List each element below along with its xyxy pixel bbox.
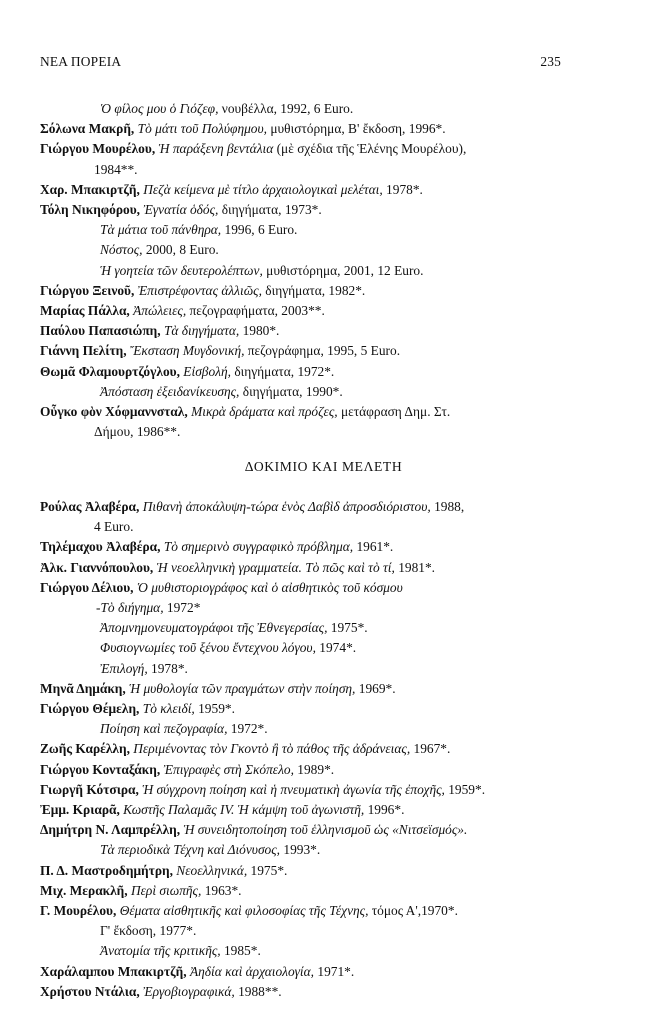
entry-details: 1980*.: [239, 323, 280, 339]
page-number: 235: [540, 54, 561, 69]
bibliography-entry: [40, 881, 557, 901]
entry-details: πεζογραφήματα, 2003**.: [186, 303, 325, 319]
bibliography-entry: [40, 719, 557, 739]
entry-details: (μὲ σχέδια τῆς Ἑλένης Μουρέλου),: [273, 141, 467, 157]
entry-details: 1978*.: [147, 660, 188, 676]
entry-title: Ἐπιγραφὲς στὴ Σκόπελο,: [160, 761, 294, 777]
bibliography-entry: [40, 220, 557, 240]
bibliography-entry: [40, 941, 557, 961]
bibliography-entry: [40, 160, 557, 180]
bibliography-entry: [40, 281, 557, 301]
entry-title: Ἀνατομία τῆς κριτικῆς,: [100, 943, 221, 959]
entry-author: Μηνᾶ Δημάκη,: [40, 680, 126, 696]
bibliography-entry: [40, 820, 557, 840]
entry-author: Τηλέμαχου Ἀλαβέρα,: [40, 539, 161, 555]
bibliography-entry: [40, 99, 557, 119]
entry-details: 1988**.: [234, 983, 282, 999]
bibliography-entry: [40, 962, 557, 982]
bibliography-entry: [40, 558, 557, 578]
bibliography-entry: [40, 578, 557, 598]
entry-title: Ἀηδία καὶ ἀρχαιολογία,: [186, 963, 315, 979]
entry-title: Τὰ διηγήματα,: [160, 323, 240, 339]
entry-author: Οὖγκο φὸν Χόφμαννσταλ,: [40, 404, 188, 420]
bibliography-list-essays: [40, 497, 557, 1002]
entry-details: 1981*.: [394, 559, 436, 575]
bibliography-entry: [40, 982, 557, 1002]
bibliography-entry: [40, 901, 557, 921]
entry-details: 1961*.: [353, 539, 394, 555]
entry-author: Γιώργου Μουρέλου,: [40, 141, 156, 157]
entry-author: Χαρ. Μπακιρτζῆ,: [40, 181, 140, 197]
entry-details: 1996, 6 Euro.: [221, 222, 298, 238]
bibliography-entry: [40, 240, 557, 260]
bibliography-entry: [40, 598, 557, 618]
entry-details: νουβέλλα, 1992, 6 Euro.: [218, 101, 354, 116]
entry-author: Γιώργου Θέμελη,: [40, 701, 140, 717]
entry-details: 1988,: [430, 499, 465, 514]
entry-details: 1996*.: [364, 802, 405, 818]
entry-title: Ἐργοβιογραφικά,: [139, 983, 235, 999]
entry-details: 1963*.: [201, 882, 242, 898]
entry-title: Πεζὰ κείμενα μὲ τίτλο ἀρχαιολογικαὶ μελέται,: [139, 181, 383, 197]
entry-author: Γιάννη Πελίτη,: [40, 343, 127, 359]
bibliography-entry: [40, 517, 557, 537]
bibliography-entry: [40, 497, 557, 517]
entry-author: Χαράλαμπου Μπακιρτζῆ,: [40, 963, 187, 979]
entry-details: 1959*.: [194, 701, 235, 717]
entry-details: διηγήματα, 1990*.: [239, 383, 343, 399]
bibliography-entry: [40, 119, 557, 139]
entry-title: Ὁ φίλος μου ὁ Γιόζεφ,: [100, 101, 219, 116]
bibliography-entry: [40, 261, 557, 281]
entry-author: Γιωργῆ Κότσιρα,: [40, 781, 139, 797]
entry-author: Ἐμμ. Κριαρᾶ,: [40, 802, 120, 818]
entry-title: Ἡ γοητεία τῶν δευτερολέπτων,: [100, 262, 263, 278]
bibliography-entry: [40, 618, 557, 638]
entry-author: Ρούλας Ἀλαβέρα,: [40, 499, 140, 514]
entry-title: Κωστῆς Παλαμᾶς IV. Ἡ κάμψη τοῦ ἀγωνιστῆ,: [119, 802, 365, 818]
bibliography-entry: [40, 921, 557, 941]
bibliography-list-fiction: [40, 99, 557, 442]
entry-author: Τόλη Νικηφόρου,: [40, 202, 141, 218]
entry-details: Δήμου, 1986**.: [94, 424, 181, 440]
entry-details: πεζογράφημα, 1995, 5 Euro.: [244, 343, 401, 359]
entry-details: μετάφραση Δημ. Στ.: [337, 404, 451, 420]
entry-details: 1975*.: [327, 620, 368, 636]
entry-details: 1959*.: [444, 781, 486, 797]
entry-title: Τὰ περιοδικὰ Τέχνη καὶ Διόνυσος,: [100, 842, 281, 858]
bibliography-entry: [40, 760, 557, 780]
entry-details: 1972*: [163, 600, 201, 616]
bibliography-entry: [40, 699, 557, 719]
entry-author: Γιώργου Δέλιου,: [40, 579, 134, 595]
entry-details: μυθιστόρημα, Β' ἔκδοση, 1996*.: [267, 121, 446, 137]
entry-title: Ποίηση καὶ πεζογραφία,: [100, 721, 228, 737]
entry-details: 1971*.: [314, 963, 355, 979]
entry-author: Μαρίας Πάλλα,: [40, 303, 130, 319]
entry-author: Γ. Μουρέλου,: [40, 903, 117, 919]
entry-details: διηγήματα, 1982*.: [261, 282, 366, 298]
entry-title: Ἡ νεοελληνικὴ γραμματεία. Τὸ πῶς καὶ τὸ τί,: [153, 559, 395, 575]
bibliography-entry: [40, 537, 557, 557]
entry-title: Εἰσβολή,: [179, 363, 231, 379]
entry-author: Παύλου Παπασιώπη,: [40, 323, 161, 339]
entry-details: 1984**.: [94, 161, 138, 177]
entry-details: Γ' ἔκδοση, 1977*.: [100, 923, 197, 939]
entry-details: 1989*.: [293, 761, 335, 777]
entry-title: Τὸ σημερινὸ συγγραφικὸ πρόβλημα,: [160, 539, 354, 555]
bibliography-entry: [40, 382, 557, 402]
entry-title: Περὶ σιωπῆς,: [127, 882, 202, 898]
entry-title: Θέματα αἰσθητικῆς καὶ φιλοσοφίας τῆς Τέχνης,: [116, 903, 369, 919]
entry-title: -Τὸ διήγημα,: [96, 600, 164, 616]
entry-details: 2000, 8 Euro.: [142, 242, 219, 258]
entry-author: Π. Δ. Μαστροδημήτρη,: [40, 862, 173, 878]
bibliography-entry: [40, 321, 557, 341]
entry-title: Ἀπομνημονευματογράφοι τῆς Ἐθνεγερσίας,: [100, 620, 328, 636]
entry-title: Πιθανὴ ἀποκάλυψη-τώρα ἑνὸς Δαβὶδ ἀπροσδιόριστου,: [139, 499, 431, 514]
entry-details: μυθιστόρημα, 2001, 12 Euro.: [262, 262, 424, 278]
bibliography-entry: [40, 139, 557, 159]
entry-title: Τὰ μάτια τοῦ πάνθηρα,: [100, 222, 222, 238]
entry-title: Ἔκσταση Μυγδονική,: [126, 343, 245, 359]
bibliography-entry: [40, 362, 557, 382]
bibliography-entry: [40, 861, 557, 881]
entry-details: 1969*.: [355, 680, 396, 696]
entry-title: Ἐπιλογή,: [100, 660, 148, 676]
entry-title: Ἀπώλειες,: [129, 303, 187, 319]
entry-author: Γιώργου Κονταξάκη,: [40, 761, 161, 777]
entry-title: Νόστος,: [100, 242, 143, 258]
entry-title: Ἐπιστρέφοντας ἀλλιῶς,: [134, 282, 262, 298]
entry-details: 1967*.: [410, 741, 451, 757]
entry-details: 1978*.: [382, 181, 423, 197]
bibliography-entry: [40, 402, 557, 422]
bibliography-entry: [40, 341, 557, 361]
entry-author: Ἀλκ. Γιαννόπουλου,: [40, 559, 154, 575]
entry-details: 1985*.: [220, 943, 261, 959]
section-heading: ΔΟΚΙΜΙΟ ΚΑΙ ΜΕΛΕΤΗ: [244, 459, 403, 474]
bibliography-entry: [40, 739, 557, 759]
entry-author: Δημήτρη Ν. Λαμπρέλλη,: [40, 822, 181, 838]
entry-details: 1993*.: [280, 842, 321, 858]
entry-details: διηγήματα, 1972*.: [230, 363, 335, 379]
bibliography-entry: [40, 659, 557, 679]
entry-author: Χρήστου Ντάλια,: [40, 983, 140, 999]
entry-details: διηγήματα, 1973*.: [218, 202, 322, 218]
entry-author: Σόλωνα Μακρῆ,: [40, 121, 135, 137]
bibliography-entry: [40, 180, 557, 200]
running-title: ΝΕΑ ΠΟΡΕΙΑ: [40, 54, 122, 69]
entry-author: Γιώργου Ξεινοῦ,: [40, 282, 135, 298]
bibliography-entry: [40, 780, 557, 800]
entry-author: Θωμᾶ Φλαμουρτζόγλου,: [40, 363, 180, 379]
entry-title: Ἡ μυθολογία τῶν πραγμάτων στὴν ποίηση,: [125, 680, 356, 696]
bibliography-entry: [40, 800, 557, 820]
entry-author: Ζωῆς Καρέλλη,: [40, 741, 130, 757]
bibliography-entry: [40, 301, 557, 321]
bibliography-entry: [40, 638, 557, 658]
bibliography-entry: [40, 422, 557, 442]
entry-details: τόμος Α',1970*.: [368, 903, 458, 919]
entry-title: Τὸ μάτι τοῦ Πολύφημου,: [134, 121, 268, 137]
entry-author: Μιχ. Μερακλῆ,: [40, 882, 128, 898]
entry-title: Ἡ συνειδητοποίηση τοῦ ἑλληνισμοῦ ὡς «Νιτσεϊσμός».: [180, 822, 468, 838]
entry-title: Περιμένοντας τὸν Γκοντὸ ἢ τὸ πάθος τῆς ἀδράνειας,: [129, 741, 411, 757]
entry-title: Ἐγνατία ὁδός,: [140, 202, 219, 218]
entry-details: 1975*.: [247, 862, 288, 878]
bibliography-entry: [40, 200, 557, 220]
entry-title: Τὸ κλειδί,: [139, 701, 195, 717]
entry-title: Φυσιογνωμίες τοῦ ξένου ἔντεχνου λόγου,: [100, 640, 316, 656]
bibliography-entry: [40, 679, 557, 699]
entry-title: Ἀπόσταση ἐξειδανίκευσης,: [100, 383, 240, 399]
entry-details: 1972*.: [227, 721, 268, 737]
entry-details: 4 Euro.: [94, 519, 134, 535]
entry-title: Ἡ παράξενη βεντάλια: [155, 141, 274, 157]
entry-title: Μικρὰ δράματα καὶ πρόζες,: [187, 404, 338, 420]
entry-title: Ὁ μυθιστοριογράφος καὶ ὁ αἰσθητικὸς τοῦ κόσμου: [133, 579, 403, 595]
entry-details: 1974*.: [315, 640, 357, 656]
running-header: [40, 54, 561, 70]
entry-title: Ἡ σύγχρονη ποίηση καὶ ἡ πνευματικὴ ἀγωνία τῆς ἐποχῆς,: [138, 781, 445, 797]
bibliography-entry: [40, 840, 557, 860]
entry-title: Νεοελληνικά,: [172, 862, 248, 878]
